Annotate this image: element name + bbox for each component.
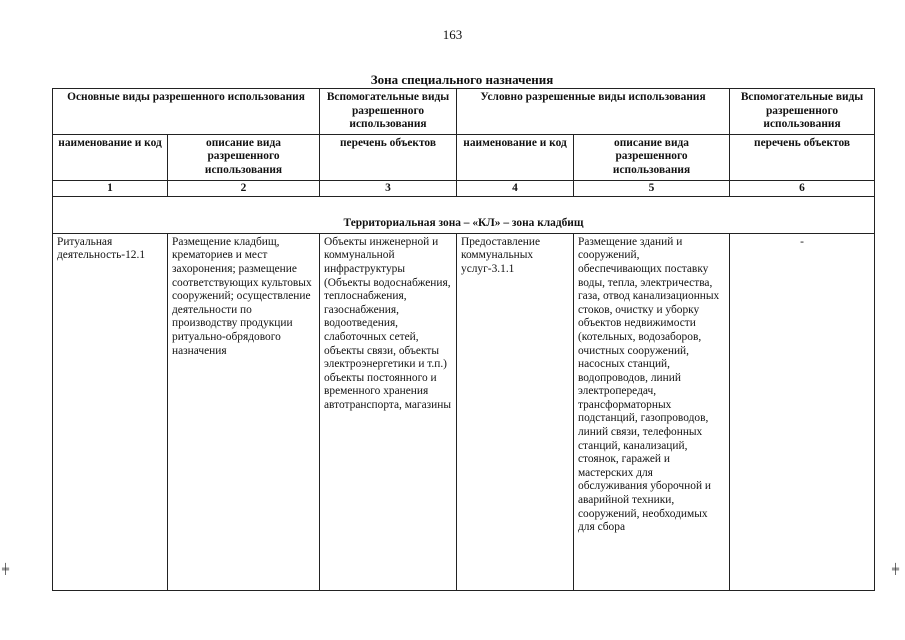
header-sub-row — [53, 134, 875, 180]
left-margin-mark: ╪ — [2, 564, 10, 575]
column-number: 2 — [168, 180, 320, 197]
column-number: 4 — [457, 180, 574, 197]
column-number: 3 — [320, 180, 457, 197]
table-row — [53, 233, 875, 590]
header-aux-uses-2: Вспомогательные виды разрешенного использования — [730, 89, 875, 135]
subheader-description-2: описание вида разрешенного использования — [574, 134, 730, 180]
column-number: 6 — [730, 180, 875, 197]
zoning-table — [52, 88, 875, 591]
column-number: 5 — [574, 180, 730, 197]
header-group-row — [53, 89, 875, 135]
page-number: 163 — [442, 27, 463, 42]
zone-title-row — [53, 197, 875, 234]
cell-main-use-description: Размещение кладбищ, крематориев и мест захоронения; размещение соответствующих культовых сооружений; осуществление деятельности по производству продукции ритуально-обрядового назначения — [168, 233, 320, 590]
column-number-row — [53, 180, 875, 197]
subheader-description-1: описание вида разрешенного использования — [168, 134, 320, 180]
subheader-object-list-1: перечень объектов — [320, 134, 457, 180]
column-number: 1 — [53, 180, 168, 197]
header-aux-uses-1: Вспомогательные виды разрешенного использования — [320, 89, 457, 135]
right-margin-mark: ╪ — [892, 564, 900, 575]
cell-aux-objects-2: - — [730, 233, 875, 590]
subheader-name-code-2: наименование и код — [457, 134, 574, 180]
cell-aux-objects-1: Объекты инженерной и коммунальной инфраструктуры (Объекты водоснабжения, теплоснабжения, газоснабжения, водоотведения, слаботочных сетей, объекты связи, объекты электроэнергетики и т.п.) объекты постоянного и временного хранения автотранспорта, магазины — [320, 233, 457, 590]
cell-main-use-name: Ритуальная деятельность-12.1 — [53, 233, 168, 590]
cell-conditional-use-name: Предоставление коммунальных услуг-3.1.1 — [457, 233, 574, 590]
document-title: Зона специального назначения — [370, 72, 554, 87]
cell-conditional-use-description: Размещение зданий и сооружений, обеспечивающих поставку воды, тепла, электричества, газа, отвод канализационных стоков, очистку и уборку объектов недвижимости (котельных, водозаборов, очистных сооружений, насосных станций, водопроводов, линий электропередач, трансформаторных подстанций, газопроводов, линий связи, телефонных станций, канализаций, стоянок, гаражей и мастерских для обслуживания уборочной и аварийной техники, сооружений, необходимых для сбора — [574, 233, 730, 590]
subheader-name-code-1: наименование и код — [53, 134, 168, 180]
subheader-object-list-2: перечень объектов — [730, 134, 875, 180]
header-conditional-uses: Условно разрешенные виды использования — [457, 89, 730, 135]
zone-title: Территориальная зона – «КЛ» – зона кладбищ — [53, 197, 875, 234]
header-main-uses: Основные виды разрешенного использования — [53, 89, 320, 135]
